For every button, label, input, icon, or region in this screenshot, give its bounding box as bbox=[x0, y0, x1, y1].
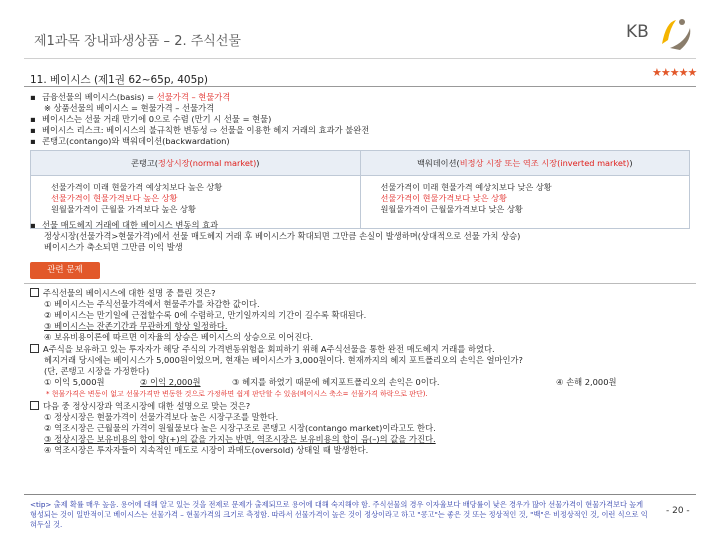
bullet-text: ※ 상품선물의 베이시스 = 현물가격 – 선물가격 bbox=[44, 103, 215, 113]
bullet-basis-risk: ▪ 베이시스 리스크: 베이시스의 불규칙한 변동성 ⇨ 선물을 이용한 헤지 거래의 효과가 불완전 bbox=[30, 125, 370, 135]
question-option: ③ 베이시스는 잔존기간과 무관하게 항상 일정하다. bbox=[44, 321, 228, 331]
question-option: ① 이익 5,000원 bbox=[44, 377, 105, 387]
header-emphasis: 비정상 시장 또는 역조 시장(inverted market) bbox=[459, 157, 630, 168]
question-option: ④ 역조시장은 투자자들이 지속적인 매도로 시장이 과매도(oversold) 상태일 때 발생한다. bbox=[44, 445, 369, 455]
question-stem: 주식선물의 베이시스에 대한 설명 중 틀린 것은? bbox=[43, 288, 216, 298]
question-option: ① 정상시장은 현물가격이 선물가격보다 높은 시장구조를 말한다. bbox=[44, 412, 279, 422]
contango-backwardation-table bbox=[30, 150, 690, 229]
hedge-line-2: 정상시장(선물가격>현물가격)에서 선물 매도헤지 거래 후 베이시스가 확대되면 그만큼 손실이 발생하며(상대적으로 선물 가치 상승) bbox=[44, 231, 521, 241]
question-stem-line: 헤지거래 당시에는 베이시스가 5,000원이었으며, 현재는 베이시스가 3,000원이다. 현재까지의 헤지 포트폴리오의 손익은 얼마인가? bbox=[44, 355, 523, 365]
table-line: 선물가격이 미래 현물가격 예상치보다 높은 상황 bbox=[51, 182, 223, 192]
hedge-line-3: 베이시스가 축소되면 그만큼 이익 발생 bbox=[44, 242, 183, 252]
question-option: ③ 정상시장은 보유비용의 합이 양(+)의 값을 가지는 반면, 역조시장은 보유비용의 합이 음(–)의 값을 가진다. bbox=[44, 434, 436, 444]
question-divider bbox=[24, 283, 696, 284]
bullet-emphasis: 선물가격 – 현물가격 bbox=[156, 92, 231, 102]
question-option: ④ 보유비용이론에 따르면 이자율의 상승은 베이시스의 상승으로 이어진다. bbox=[44, 332, 313, 342]
checkbox-icon bbox=[30, 401, 39, 410]
section-title: 11. 베이시스 (제1권 62~65p, 405p) bbox=[30, 74, 209, 86]
table-line: 선물가격이 현물가격보다 높은 상황 bbox=[51, 193, 178, 203]
importance-stars: ★★★★★ bbox=[652, 66, 697, 79]
question-option: ② 베이시스는 만기일에 근접할수록 0에 수렴하고, 만기일까지의 기간이 길수록 확대된다. bbox=[44, 310, 367, 320]
bullet-hedge-effect: ▪ 선물 매도헤지 거래에 대한 베이시스 변동의 효과 bbox=[30, 220, 219, 230]
header-text: ) bbox=[629, 157, 633, 168]
table-header-backwardation bbox=[360, 151, 690, 176]
bullet-text: 베이시스는 선물 거래 만기에 0으로 수렴 (만기 시 선물 = 현물) bbox=[42, 114, 272, 124]
question-option: ④ 손해 2,000원 bbox=[556, 377, 617, 387]
header-emphasis: 정상시장(normal market) bbox=[157, 157, 257, 168]
question-stem: 다음 중 정상시장과 역조시장에 대한 설명으로 맞는 것은? bbox=[43, 401, 251, 411]
section-divider bbox=[24, 86, 696, 87]
header-text: 콘탱고( bbox=[131, 157, 158, 168]
checkbox-icon bbox=[30, 288, 39, 297]
study-tip: <tip> 출제 확률 매우 높음. 용어에 대해 알고 있는 것을 전제로 문제가 출제되므로 용어에 대해 숙지해야 함. 주식선물의 경우 이자율보다 배당률이 낮은 경우가 많아 선물가격이 현물가격보다 높게 형성되는 것이 일반적이고 베이시스는 선물가격 – 현물가격의 크기로 측정함. 따라서 선물가격이 높은 것이 정상이라고 하고 "콩고"는 좋은 것 또는 정상적인 것, "백"은 비정상적인 것, 이런 식으로 익혀두실 것. bbox=[30, 500, 648, 529]
kb-logo-text: KB bbox=[626, 22, 649, 42]
bullet-text: 금융선물의 베이시스(basis) = bbox=[42, 92, 157, 102]
table-line: 선물가격이 현물가격보다 낮은 상황 bbox=[380, 193, 507, 203]
question-option: ① 베이시스는 주식선물가격에서 현물주가를 차감한 값이다. bbox=[44, 299, 260, 309]
table-line: 원월물가격이 근월물가격보다 낮은 상황 bbox=[380, 204, 523, 214]
footer-divider bbox=[24, 494, 696, 495]
checkbox-icon bbox=[30, 344, 39, 353]
question-note: * 현물가격은 변동이 없고 선물가격만 변동한 것으로 가정하면 쉽게 판단할 수 있음(베이시스 축소= 선물가격 하락으로 판단). bbox=[46, 390, 428, 398]
table-cell-backwardation bbox=[360, 176, 690, 229]
question-option: ② 이익 2,000원 bbox=[140, 377, 201, 387]
bullet-convergence: ▪ 베이시스는 선물 거래 만기에 0으로 수렴 (만기 시 선물 = 현물) bbox=[30, 114, 272, 124]
bullet-basis-def: ▪ 금융선물의 베이시스(basis) = 선물가격 – 현물가격 bbox=[30, 92, 231, 102]
bullet-text: 콘탱고(contango)와 백워데이션(backwardation) bbox=[42, 136, 230, 146]
page-number: - 20 - bbox=[666, 506, 690, 516]
table-line: 원월물가격이 근월물 가격보다 높은 상황 bbox=[51, 204, 196, 214]
kb-star-icon bbox=[656, 14, 696, 54]
question-stem: A주식을 보유하고 있는 투자자가 해당 주식의 가격변동위험을 회피하기 위해 A주식선물을 통한 완전 매도헤지 거래를 하였다. bbox=[43, 344, 495, 354]
related-question-badge: 관련 문제 bbox=[30, 262, 100, 279]
table-header-contango bbox=[31, 151, 361, 176]
table-line: 선물가격이 미래 현물가격 예상치보다 낮은 상황 bbox=[380, 182, 552, 192]
bullet-commodity-basis bbox=[44, 103, 214, 114]
bullet-contango: ▪ 콘탱고(contango)와 백워데이션(backwardation) bbox=[30, 136, 230, 146]
kb-logo bbox=[626, 14, 692, 54]
header-divider bbox=[24, 58, 696, 59]
bullet-text: 선물 매도헤지 거래에 대한 베이시스 변동의 효과 bbox=[42, 220, 219, 230]
page-header-title: 제1과목 장내파생상품 – 2. 주식선물 bbox=[34, 34, 241, 49]
bullet-text: 베이시스 리스크: 베이시스의 불규칙한 변동성 ⇨ 선물을 이용한 헤지 거래의 효과가 불완전 bbox=[42, 125, 370, 135]
header-text: ) bbox=[256, 157, 260, 168]
question-option: ③ 헤지를 하였기 때문에 헤지포트폴리오의 손익은 0이다. bbox=[232, 377, 440, 387]
question-option: ② 역조시장은 근월물의 가격이 원월물보다 높은 시장구조로 콘탱고 시장(contango market)이라고도 한다. bbox=[44, 423, 436, 433]
header-text: 백워데이션( bbox=[416, 157, 460, 168]
question-stem-line: (단, 콘탱고 시장을 가정한다) bbox=[44, 366, 150, 376]
